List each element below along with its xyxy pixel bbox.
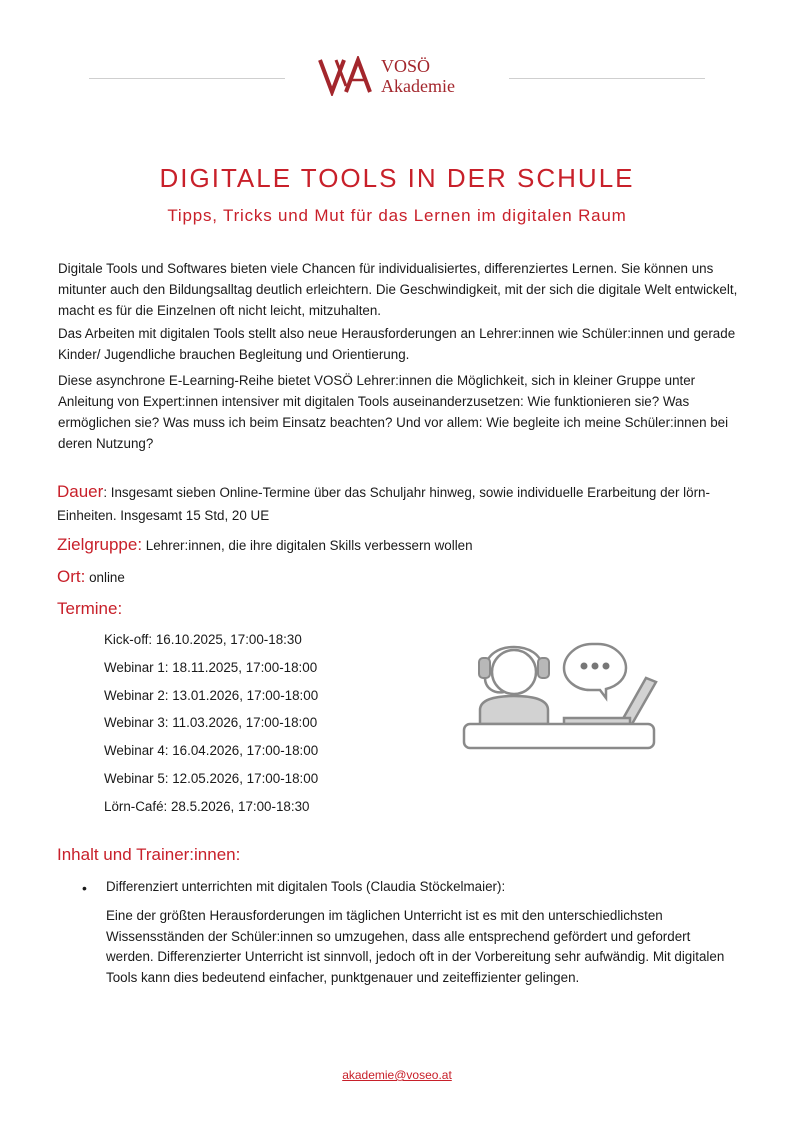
page-subtitle: Tipps, Tricks und Mut für das Lernen im digitalen Raum [167, 206, 627, 225]
brand-line1: VOSÖ [381, 56, 431, 76]
zielgruppe-text: Lehrer:innen, die ihre digitalen Skills verbessern wollen [145, 538, 473, 553]
ort-label: Ort: [57, 567, 86, 586]
termine-label: Termine: [57, 599, 123, 618]
footer [0, 1068, 794, 1082]
zielgruppe-label: Zielgruppe: [57, 535, 143, 554]
termin-item: Webinar 5: 12.05.2026, 17:00-18:00 [104, 771, 319, 786]
termine-block [57, 597, 737, 621]
dauer-label: Dauer [57, 482, 104, 501]
inhalt-item-body: Eine der größten Herausforderungen im täglichen Unterricht ist es mit den unterschiedlichsten Wissensständen der Schüler:innen so umzugehen, dass alle entsprechend gefördert und gefordert werden. Differenzierter Unterricht ist sinnvoll, jedoch oft in der Vorbereitung sehr aufwändig. Mit digitalen Tools kann dies bedeutend einfacher, punktgenauer und zeiteffizienter gelingen. [106, 908, 725, 985]
voso-logo-icon [318, 56, 372, 96]
inhalt-item-title: Differenziert unterrichten mit digitalen Tools (Claudia Stöckelmaier): [106, 879, 506, 894]
footer-email-link[interactable]: akademie@voseo.at [342, 1068, 452, 1082]
brand-line2: Akademie [381, 76, 455, 96]
bullet-marker: • [82, 880, 87, 896]
page-title: DIGITALE TOOLS IN DER SCHULE [159, 163, 635, 193]
intro-paragraph-2: Das Arbeiten mit digitalen Tools stellt also neue Herausforderungen an Lehrer:innen wie Schüler:innen und gerade Kinder/ Jugendliche brauchen Begleitung und Orientierung. [58, 326, 736, 362]
intro-paragraph-1: Digitale Tools und Softwares bieten viele Chancen für individualisiertes, differenziertes Lernen. Sie können uns mitunter auch den Bildungsalltag deutlich erleichtern. Die Geschwindigkeit, mit der sich die digitale Welt entwickelt, macht es für die Einzelnen oft nicht leicht, mitzuhalten. [58, 261, 738, 318]
header-rule-right [509, 78, 705, 79]
intro-paragraph-3: Diese asynchrone E-Learning-Reihe bietet VOSÖ Lehrer:innen die Möglichkeit, sich in kleiner Gruppe unter Anleitung von Expert:innen intensiver mit digitalen Tools auseinanderzusetzen: Wie funktionieren sie? Was ermöglichen sie? Was muss ich beim Einsatz beachten? Und vor allem: Wie begleite ich meine Schüler:innen bei deren Nutzung? [58, 373, 729, 451]
header-rule-left [89, 78, 285, 79]
brand-name [381, 56, 455, 96]
online-learning-illustration-icon [460, 628, 660, 752]
inhalt-heading: Inhalt und Trainer:innen: [57, 845, 241, 864]
termin-item: Kick-off: 16.10.2025, 17:00-18:30 [104, 632, 302, 647]
ort-text: online [89, 570, 125, 585]
dauer-block: Dauer: Insgesamt sieben Online-Termine über das Schuljahr hinweg, sowie individuelle Erarbeitung der lörn-Einheiten. Insgesamt 15 Std, 20 UE [57, 482, 710, 523]
termin-item: Lörn-Café: 28.5.2026, 17:00-18:30 [104, 799, 310, 814]
dauer-text: Insgesamt sieben Online-Termine über das Schuljahr hinweg, sowie individuelle Erarbeitung der lörn-Einheiten. Insgesamt 15 Std, 20 UE [57, 485, 710, 523]
termin-item: Webinar 4: 16.04.2026, 17:00-18:00 [104, 743, 319, 758]
termin-item: Webinar 1: 18.11.2025, 17:00-18:00 [104, 660, 318, 675]
ort-block [57, 565, 737, 589]
termin-item: Webinar 2: 13.01.2026, 17:00-18:00 [104, 688, 319, 703]
zielgruppe-block [57, 533, 737, 557]
termin-item: Webinar 3: 11.03.2026, 17:00-18:00 [104, 715, 318, 730]
